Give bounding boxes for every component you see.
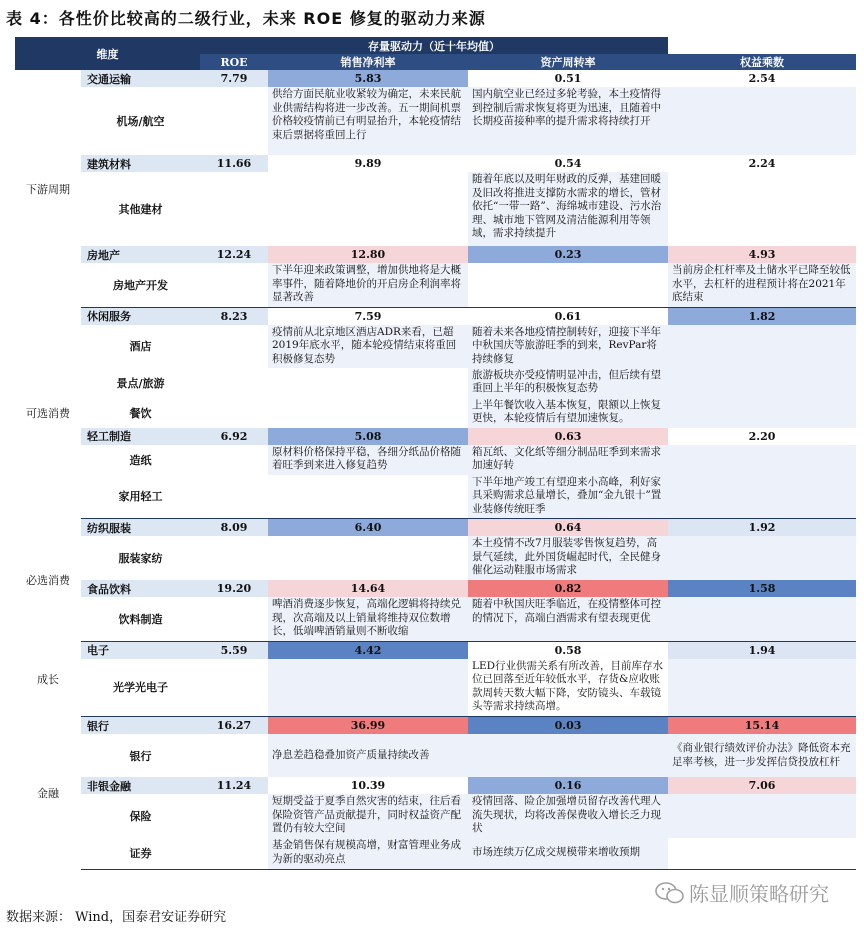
sub-industry-row: [15, 794, 856, 838]
margin-value: 10.39: [268, 777, 468, 794]
margin-text: [268, 398, 468, 428]
turnover-text: 随着年底以及明年财政的反弹，基建回暖及旧改将推进支撑防水需求的增长，管材依托“一带一路”、海绵城市建设、污水治理、城市地下管网及清洁能源利用等领域，需求持续提升: [468, 172, 668, 246]
sub-industry-name: 饮料制造: [81, 597, 200, 641]
margin-text: 短期受益于夏季自然灾害的结束，往后看保险资管产品贡献提升，同时权益资产配置仍有较大空间: [268, 794, 468, 838]
roe-value: 19.20: [200, 580, 268, 597]
turnover-text: 旅游板块亦受疫情明显冲击，但后续有望重回上半年的积极恢复态势: [468, 368, 668, 398]
leverage-text: [668, 597, 856, 641]
margin-value: 5.08: [268, 428, 468, 445]
margin-text: [268, 475, 468, 519]
turnover-text: [468, 734, 668, 777]
turnover-text: LED行业供需关系有所改善，目前库存水位已回落至近年较低水平，存货&应收账款周转天数大幅下降，安防镜头、车载镜头等需求持续高增。: [468, 659, 668, 717]
margin-value: 6.40: [268, 519, 468, 537]
sub-industry-row: [15, 368, 856, 398]
industry-row: [15, 246, 856, 263]
industry-name: 非银金融: [81, 777, 200, 794]
industry-row: [15, 717, 856, 735]
leverage-text: [668, 445, 856, 475]
sub-industry-row: [15, 398, 856, 428]
leverage-text: [668, 659, 856, 717]
leverage-value: 1.58: [668, 580, 856, 597]
margin-text: 下半年迎来政策调整，增加供地将是大概率事件，随着降地价的开启房企利润率将显著改善: [268, 263, 468, 307]
sub-industry-name: 景点/旅游: [81, 368, 200, 398]
industry-name: 建筑材料: [81, 155, 200, 172]
leverage-text: [668, 475, 856, 519]
leverage-value: 2.20: [668, 428, 856, 445]
sub-industry-name: 证券: [81, 838, 200, 869]
roe-value: 8.09: [200, 519, 268, 537]
industry-row: [15, 519, 856, 537]
sub-industry-row: [15, 445, 856, 475]
header-margin: 销售净利率: [268, 54, 468, 70]
industry-row: [15, 580, 856, 597]
driver-table: [15, 37, 856, 870]
sub-industry-name: 酒店: [81, 325, 200, 368]
sub-industry-name: 房地产开发: [81, 263, 200, 307]
industry-name: 房地产: [81, 246, 200, 263]
industry-name: 银行: [81, 717, 200, 735]
header-roe: ROE: [200, 54, 268, 70]
sub-industry-name: 光学光电子: [81, 659, 200, 717]
roe-value: 7.79: [200, 70, 268, 87]
turnover-text: 随着中秋国庆旺季临近，在疫情整体可控的情况下，高端白酒需求有望表现更优: [468, 597, 668, 641]
group-label: 必选消费: [15, 519, 81, 642]
leverage-text: 当前房企杠杆率及土储水平已降至较低水平，去杠杆的进程预计将在2021年底结束: [668, 263, 856, 307]
margin-text: [268, 659, 468, 717]
industry-name: 电子: [81, 641, 200, 659]
roe-value: 11.24: [200, 777, 268, 794]
turnover-text: 上半年餐饮收入基本恢复，限额以上恢复更快，本轮疫情后有望加速恢复。: [468, 398, 668, 428]
sub-industry-name: 保险: [81, 794, 200, 838]
industry-name: 休闲服务: [81, 307, 200, 325]
leverage-value: 2.54: [668, 70, 856, 87]
turnover-text: 国内航空业已经过多轮考验，本土疫情得到控制后需求恢复将更为迅速，且随着中长期疫苗接种率的提升需求将持续打开: [468, 87, 668, 155]
roe-value: 12.24: [200, 246, 268, 263]
header-turnover: 资产周转率: [468, 54, 668, 70]
leverage-value: 2.24: [668, 155, 856, 172]
wechat-icon: [655, 881, 685, 905]
roe-value: 6.92: [200, 428, 268, 445]
margin-text: 净息差趋稳叠加资产质量持续改善: [268, 734, 468, 777]
leverage-value: 1.92: [668, 519, 856, 537]
margin-value: 9.89: [268, 155, 468, 172]
margin-text: [268, 368, 468, 398]
turnover-value: 0.16: [468, 777, 668, 794]
industry-row: [15, 641, 856, 659]
turnover-text: 箱瓦纸、文化纸等细分制品旺季到来需求加速好转: [468, 445, 668, 475]
margin-text: 啤酒消费逐步恢复，高端化逻辑将持续兑现，次高端及以上销量将维持双位数增长，低端啤酒销量则不断收缩: [268, 597, 468, 641]
industry-row: [15, 428, 856, 445]
turnover-text: 下半年地产竣工有望迎来小高峰，利好家具采购需求总量增长，叠加“金九银十”置业装修传统旺季: [468, 475, 668, 519]
sub-industry-row: [15, 87, 856, 155]
sub-industry-name: 机场/航空: [81, 87, 200, 155]
margin-text: 原材料价格保持平稳，各细分纸品价格随着旺季到来进入修复趋势: [268, 445, 468, 475]
sub-industry-row: [15, 475, 856, 519]
roe-value: 5.59: [200, 641, 268, 659]
group-label: 可选消费: [15, 307, 81, 519]
margin-text: 疫情前从北京地区酒店ADR来看，已超2019年底水平，随本轮疫情结束将重回积极修复态势: [268, 325, 468, 368]
turnover-value: 0.61: [468, 307, 668, 325]
turnover-value: 0.03: [468, 717, 668, 735]
leverage-value: 1.82: [668, 307, 856, 325]
margin-value: 36.99: [268, 717, 468, 735]
industry-name: 纺织服装: [81, 519, 200, 537]
table-title: 表 4：各性价比较高的二级行业，未来 ROE 修复的驱动力来源: [6, 9, 486, 28]
sub-industry-name: 餐饮: [81, 398, 200, 428]
leverage-text: [668, 325, 856, 368]
group-label: 金融: [15, 717, 81, 870]
sub-industry-row: [15, 838, 856, 869]
leverage-text: [668, 536, 856, 580]
sub-industry-name: 服装家纺: [81, 536, 200, 580]
roe-value: 8.23: [200, 307, 268, 325]
leverage-text: [668, 838, 856, 869]
sub-industry-row: [15, 536, 856, 580]
source-note: 数据来源： Wind，国泰君安证券研究: [6, 910, 227, 925]
margin-text: 基金销售保有规模高增，财富管理业务成为新的驱动亮点: [268, 838, 468, 869]
margin-text: [268, 172, 468, 246]
turnover-value: 0.51: [468, 70, 668, 87]
leverage-text: [668, 87, 856, 155]
sub-industry-name: 家用轻工: [81, 475, 200, 519]
turnover-value: 0.23: [468, 246, 668, 263]
leverage-value: 4.93: [668, 246, 856, 263]
leverage-text: [668, 794, 856, 838]
roe-value: 16.27: [200, 717, 268, 735]
leverage-text: [668, 398, 856, 428]
sub-industry-row: [15, 263, 856, 307]
turnover-text: [468, 263, 668, 307]
turnover-value: 0.82: [468, 580, 668, 597]
industry-name: 轻工制造: [81, 428, 200, 445]
margin-text: 供给方面民航业收紧较为确定，未来民航业供需结构将进一步改善。五一期间机票价格较疫情前已有明显抬升，本轮疫情结束后票据将重回上行: [268, 87, 468, 155]
leverage-text: [668, 368, 856, 398]
industry-row: [15, 307, 856, 325]
margin-value: 5.83: [268, 70, 468, 87]
roe-value: 11.66: [200, 155, 268, 172]
industry-row: [15, 70, 856, 87]
turnover-value: 0.63: [468, 428, 668, 445]
leverage-text: [668, 172, 856, 246]
sub-industry-row: [15, 172, 856, 246]
watermark-text: 陈显顺策略研究: [689, 882, 829, 906]
group-label: 下游周期: [15, 70, 81, 307]
industry-name: 食品饮料: [81, 580, 200, 597]
leverage-text: 《商业银行绩效评价办法》降低资本充足率考核，进一步发挥信贷投放杠杆: [668, 734, 856, 777]
margin-value: 14.64: [268, 580, 468, 597]
turnover-value: 0.58: [468, 641, 668, 659]
sub-industry-row: [15, 659, 856, 717]
group-label: 成长: [15, 641, 81, 717]
margin-value: 12.80: [268, 246, 468, 263]
sub-industry-row: [15, 325, 856, 368]
leverage-value: 15.14: [668, 717, 856, 735]
turnover-text: 市场连续万亿成交规模带来增收预期: [468, 838, 668, 869]
industry-row: [15, 155, 856, 172]
sub-industry-row: [15, 734, 856, 777]
sub-industry-name: 银行: [81, 734, 200, 777]
sub-industry-name: 造纸: [81, 445, 200, 475]
margin-value: 4.42: [268, 641, 468, 659]
leverage-value: 7.06: [668, 777, 856, 794]
margin-value: 7.59: [268, 307, 468, 325]
watermark: [655, 878, 829, 907]
header-leverage: 权益乘数: [668, 54, 856, 70]
industry-row: [15, 777, 856, 794]
sub-industry-row: [15, 597, 856, 641]
turnover-text: 本土疫情不改7月服装零售恢复趋势，高景气延续，此外国货崛起时代，全民健身催化运动鞋服市场需求: [468, 536, 668, 580]
turnover-text: 随着未来各地疫情控制转好，迎接下半年中秋国庆等旅游旺季的到来，RevPar将持续修复: [468, 325, 668, 368]
turnover-text: 疫情回落、险企加强增员留存改善代理人流失现状，均将改善保费收入增长乏力现状: [468, 794, 668, 838]
header-dimension: 维度: [15, 37, 200, 70]
turnover-value: 0.54: [468, 155, 668, 172]
leverage-value: 1.94: [668, 641, 856, 659]
industry-name: 交通运输: [81, 70, 200, 87]
turnover-value: 0.64: [468, 519, 668, 537]
sub-industry-name: 其他建材: [81, 172, 200, 246]
margin-text: [268, 536, 468, 580]
header-row-1: [15, 37, 856, 54]
header-drivers: 存量驱动力（近十年均值）: [200, 37, 668, 54]
